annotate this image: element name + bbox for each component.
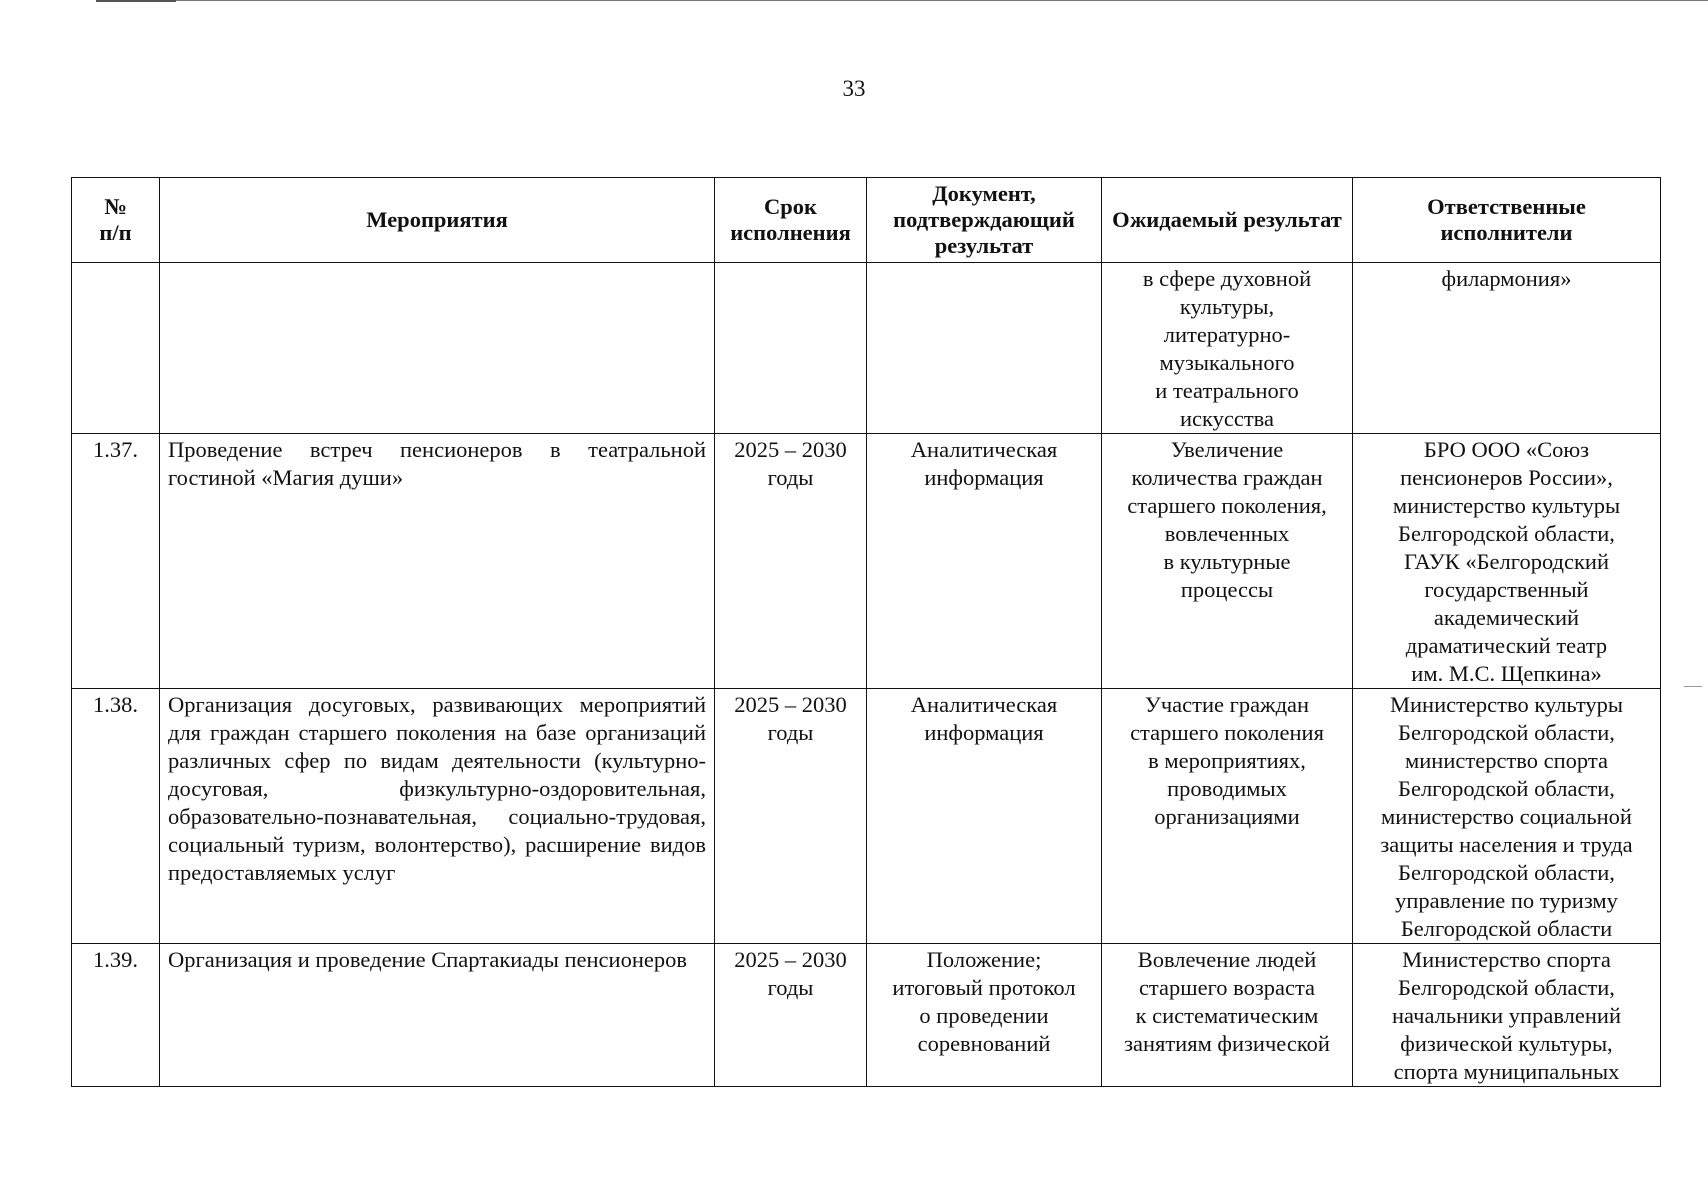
row-num	[72, 263, 160, 434]
margin-scan-mark	[1684, 686, 1702, 687]
header-term	[715, 178, 867, 263]
header-document	[867, 178, 1102, 263]
table-row	[72, 263, 1661, 434]
header-activity-label: Мероприятия	[366, 207, 508, 232]
row-num: 1.39.	[72, 944, 160, 1087]
row-document: Аналитическая информация	[867, 689, 1102, 944]
row-document: Аналитическая информация	[867, 434, 1102, 689]
row-num: 1.37.	[72, 434, 160, 689]
header-term-label: Срок исполнения	[730, 194, 851, 245]
row-result: Вовлечение людей старшего возраста к систематическим занятиям физической	[1102, 944, 1353, 1087]
header-num-label: № п/п	[99, 194, 132, 245]
header-result-label: Ожидаемый результат	[1112, 207, 1342, 232]
page-number: 33	[842, 76, 866, 101]
row-executors: филармония»	[1353, 263, 1661, 434]
table-row	[72, 689, 1661, 944]
row-term	[715, 263, 867, 434]
row-term: 2025 – 2030 годы	[715, 944, 867, 1087]
row-document	[867, 263, 1102, 434]
row-activity: Проведение встреч пенсионеров в театральной гостиной «Магия души»	[160, 434, 715, 689]
row-num: 1.38.	[72, 689, 160, 944]
top-scan-rule-accent	[96, 0, 176, 2]
header-executors-label: Ответственные исполнители	[1427, 194, 1586, 245]
table-row	[72, 944, 1661, 1087]
row-executors: Министерство культуры Белгородской области, министерство спорта Белгородской области, министерство социальной защиты населения и труда Белгородской области, управление по туризму Белгородской области	[1353, 689, 1661, 944]
table-row	[72, 434, 1661, 689]
row-term: 2025 – 2030 годы	[715, 689, 867, 944]
row-term: 2025 – 2030 годы	[715, 434, 867, 689]
header-num	[72, 178, 160, 263]
measures-table	[71, 177, 1661, 1087]
row-result: Участие граждан старшего поколения в мероприятиях, проводимых организациями	[1102, 689, 1353, 944]
header-document-label: Документ, подтверждающий результат	[893, 181, 1075, 258]
row-result: Увеличение количества граждан старшего поколения, вовлеченных в культурные процессы	[1102, 434, 1353, 689]
row-activity	[160, 263, 715, 434]
row-executors: БРО ООО «Союз пенсионеров России», министерство культуры Белгородской области, ГАУК «Белгородский государственный академический драматический театр им. М.С. Щепкина»	[1353, 434, 1661, 689]
header-result	[1102, 178, 1353, 263]
row-result: в сфере духовной культуры, литературно- музыкального и театрального искусства	[1102, 263, 1353, 434]
row-executors: Министерство спорта Белгородской области, начальники управлений физической культуры, спорта муниципальных	[1353, 944, 1661, 1087]
header-activity	[160, 178, 715, 263]
row-activity: Организация и проведение Спартакиады пенсионеров	[160, 944, 715, 1087]
top-scan-rule	[96, 0, 1708, 1]
row-document: Положение; итоговый протокол о проведении соревнований	[867, 944, 1102, 1087]
header-executors	[1353, 178, 1661, 263]
row-activity: Организация досуговых, развивающих мероприятий для граждан старшего поколения на базе организаций различных сфер по видам деятельности (культурно-досуговая, физкультурно-оздоровительная, образовательно-познавательная, социально-трудовая, социальный туризм, волонтерство), расширение видов предоставляемых услуг	[160, 689, 715, 944]
table-header-row	[72, 178, 1661, 263]
